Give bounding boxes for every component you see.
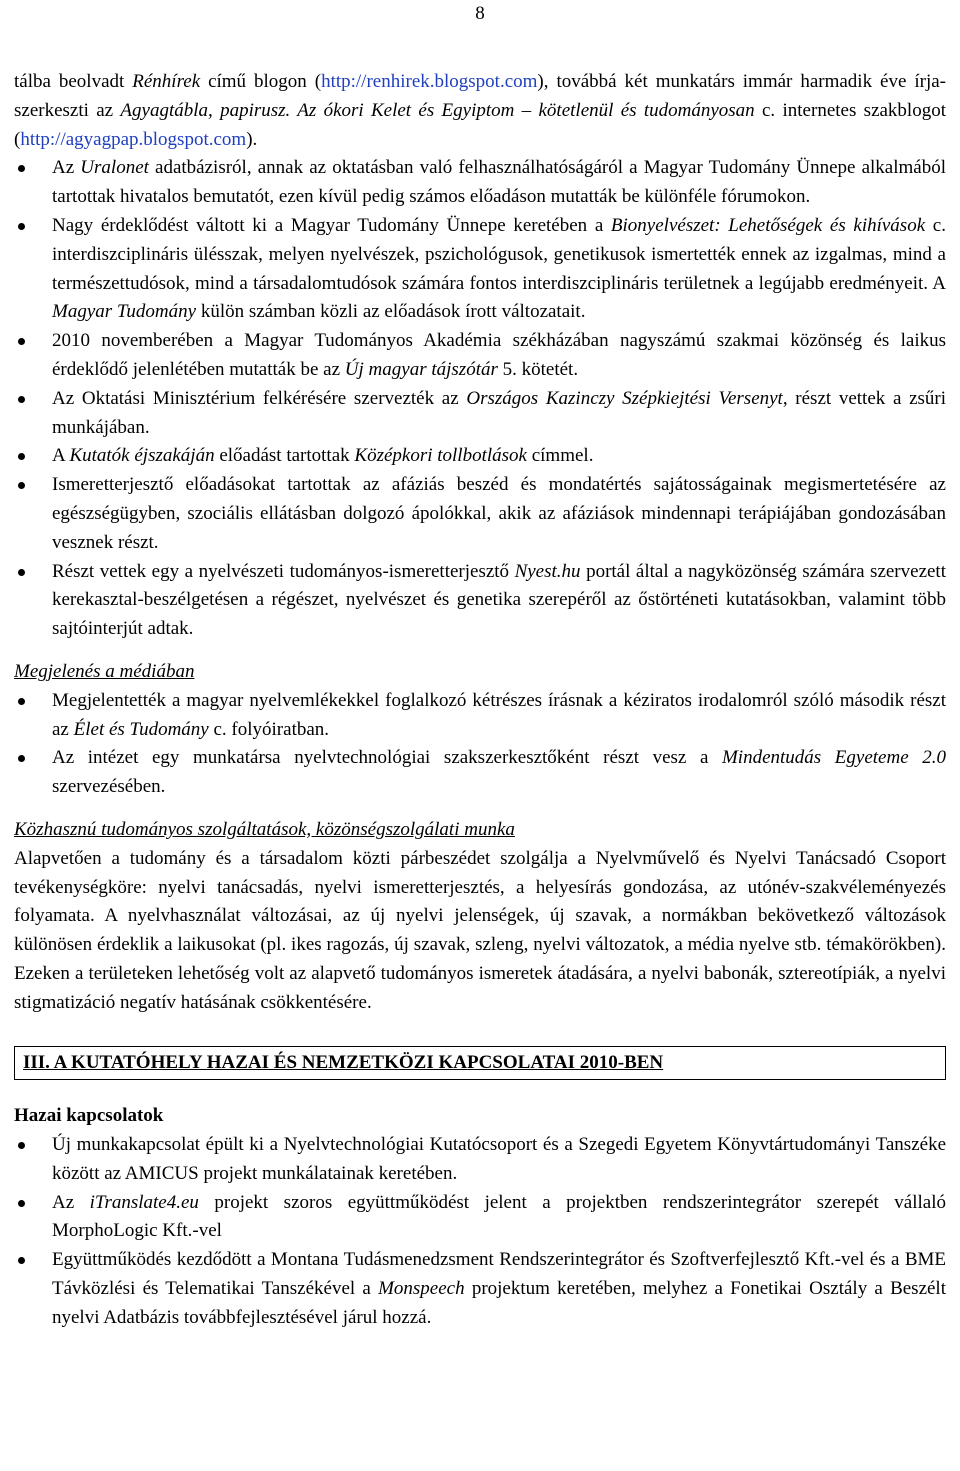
text-run: portál által a nagyközönség számára szervezett kerekasztal-beszélgetésen a régészet, nyelvészet és genetika szerepéről az őstörténeti kutatásokban, valamint több sajtóinterjút adtak. [52, 560, 946, 640]
list-item [14, 442, 946, 471]
text-run: Az [52, 157, 81, 179]
text-run: Új munkakapcsolat épült ki a Nyelvtechnológiai Kutatócsoport és a Szegedi Egyetem Könyvtártudományi Tanszéke között az AMICUS projekt munkálatainak keretében. [52, 1134, 946, 1184]
list-item [14, 1189, 946, 1247]
text-run: projektum keretében, melyhez a Fonetikai Osztály a Beszélt nyelvi Adatbázis továbbfejlesztésével járul hozzá. [52, 1278, 946, 1328]
text-run: Az intézet egy munkatársa nyelvtechnológiai szakszerkesztőként részt vesz a [52, 747, 722, 769]
italic-term: Középkori tollbotlások [354, 445, 527, 467]
domestic-relations-list [14, 1131, 946, 1333]
italic-term: Mindentudás Egyeteme 2.0 [721, 747, 946, 769]
text-run: Megjelentették a magyar nyelvemlékekkel foglalkozó kétrészes írásnak a kéziratos irodalomról szóló második részt az [52, 689, 946, 740]
page-content [14, 68, 946, 1333]
text-run: szervezésében. [52, 776, 166, 798]
text-run: projekt szoros együttműködést jelent a projektben rendszerintegrátor szerepét vállaló MorphoLogic Kft.-vel [52, 1191, 946, 1242]
section-title: III. A KUTATÓHELY HAZAI ÉS NEMZETKÖZI KAPCSOLATAI 2010-BEN [14, 1046, 946, 1081]
text-run: Nagy érdeklődést váltott ki a Magyar Tudomány Ünnepe keretében a [52, 214, 611, 236]
page-number: 8 [475, 3, 485, 24]
public-service-paragraph: Alapvetően a tudomány és a társadalom közti párbeszédet szolgálja a Nyelvművelő és Nyelvi Tanácsadó Csoport tevékenységköre: nyelvi tanácsadás, nyelvi ismeretterjesztés, a helyesírás gondozása, az utónév-szakvéleményezés folyamata. A nyelvhasználat változásai, az új nyelvi jelenségek, új szavak, a normákban bekövetkező változások különösen érdeklik a laikusokat (pl. ikes ragozás, új szavak, szleng, nyelvi változatok, a média nyelve stb. témakörökben). Ezeken a területeken lehetőség volt az alapvető tudományos ismeretek átadására, a nyelvi babonák, sztereotípiák, a nyelvi stigmatizáció negatív hatásának csökkentésére. [14, 847, 946, 1013]
text-run: Ismeretterjesztő előadásokat tartottak az afáziás beszéd és mondatértés sajátosságainak megismertetésére az egészségügyben, szociális ellátásban dolgozó ápolókkal, akik az afáziások mindennapi terápiájában gondozásában vesznek részt. [52, 474, 946, 553]
text-run: c. internetes szakblogot ( [14, 99, 946, 150]
italic-term: Uralonet [80, 157, 149, 179]
text-run: előadást tartottak [214, 445, 355, 467]
italic-term: Országos Kazinczy Szépkiejtési Versenyt [466, 387, 783, 409]
media-heading: Megjelenés a médiában [14, 660, 195, 682]
public-service-heading: Közhasznú tudományos szolgáltatások, közönségszolgálati munka [14, 818, 515, 840]
list-item [14, 687, 946, 745]
blog-link-agyagpap[interactable]: http://agyagpap.blogspot.com [20, 128, 247, 150]
italic-term: Monspeech [378, 1278, 465, 1300]
text-run: A [52, 445, 70, 467]
italic-term: Új magyar tájszótár [344, 358, 498, 380]
text-run: Együttműködés kezdődött a Montana Tudásmenedzsment Rendszerintegrátor és Szoftverfejlesztő Kft.-vel és a BME Távközlési és Telematikai Tanszékével a [52, 1249, 946, 1300]
italic-term: iTranslate4.eu [89, 1191, 199, 1213]
italic-term: Élet és Tudomány [73, 718, 209, 740]
text-run: ), továbbá két munkatárs immár harmadik éve írja-szerkeszti az [14, 71, 946, 121]
blog-link-renhirek[interactable]: http://renhirek.blogspot.com [321, 71, 538, 92]
list-item [14, 385, 946, 443]
list-item [14, 212, 946, 327]
text-run: 5. kötetét. [497, 358, 579, 380]
text-run: Részt vettek egy a nyelvészeti tudományos-ismeretterjesztő [52, 560, 515, 582]
blog-name: Agyagtábla, papirusz. Az ókori Kelet és Egyiptom – kötetlenül és tudományosan [120, 99, 755, 121]
text-run: Az [52, 1191, 90, 1213]
italic-term: Magyar Tudomány [52, 301, 197, 323]
domestic-relations-heading: Hazai kapcsolatok [14, 1105, 164, 1127]
text-run: ). [246, 128, 258, 150]
italic-term: Bionyelvészet: Lehetőségek és kihívások [610, 214, 926, 236]
text-run: tálba beolvadt [14, 71, 133, 92]
blog-name: Rénhírek [132, 71, 201, 92]
list-item [14, 471, 946, 557]
text-run: 2010 novemberében a Magyar Tudományos Akadémia székházában nagyszámú szakmai közönség és laikus érdeklődő jelenlétében mutatták be az [52, 330, 946, 380]
list-item [14, 1131, 946, 1189]
text-run: Az Oktatási Minisztérium felkérésére szervezték az [52, 387, 467, 409]
list-item [14, 558, 946, 644]
list-item [14, 327, 946, 385]
list-item [14, 744, 946, 802]
text-run: adatbázisról, annak az oktatásban való felhasználhatóságáról a Magyar Tudomány Ünnepe alkalmából tartottak hivatalos bemutatót, ezen kívül pedig számos előadáson mutatták be különféle fórumokon. [52, 157, 947, 208]
italic-term: Kutatók éjszakáján [69, 445, 215, 467]
text-run: c. folyóiratban. [208, 718, 330, 740]
text-run: című blogon ( [200, 71, 322, 92]
list-item [14, 1246, 946, 1332]
text-run: külön számban közli az előadások írott változatait. [196, 301, 586, 323]
text-run: c. interdiszciplináris ülésszak, melyen nyelvészek, pszichológusok, genetikusok ismertették ennek az izgalmas, mind a természettudósok, mind a társadalomtudósok számára fontos interdiszciplináris területnek a legújabb eredményeit. A [52, 214, 946, 294]
media-list [14, 687, 946, 802]
top-bullet-list [14, 68, 946, 644]
text-run: címmel. [526, 445, 594, 467]
text-run: , részt vettek a zsűri munkájában. [52, 387, 947, 438]
continued-paragraph [14, 68, 946, 154]
italic-term: Nyest.hu [514, 560, 581, 582]
list-item [14, 154, 946, 212]
